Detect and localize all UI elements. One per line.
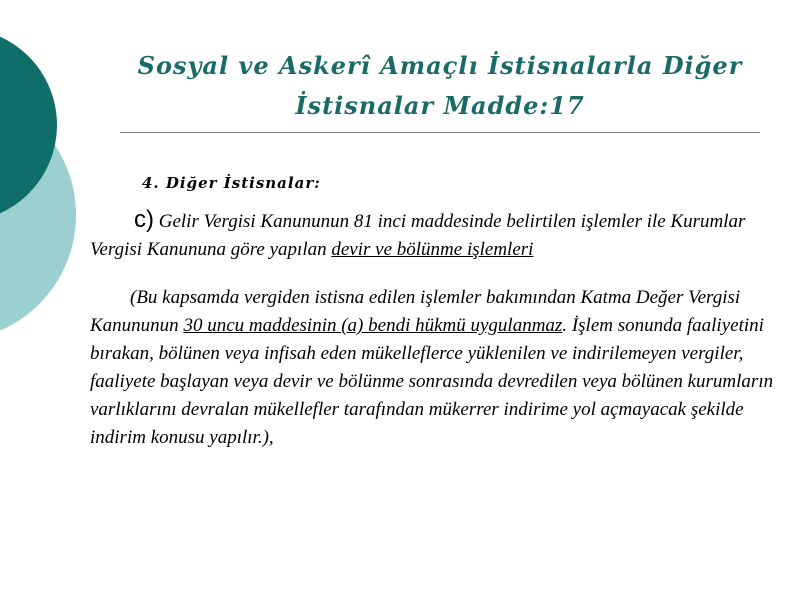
slide-title (120, 46, 760, 126)
paragraph-c (90, 206, 790, 264)
decorative-circles (0, 0, 120, 330)
section-subheading: 4. Diğer İstisnalar: (142, 174, 321, 192)
paragraph-2-underlined: 30 uncu maddesinin (a) bendi hükmü uygulanmaz (183, 315, 563, 336)
title-divider (120, 132, 760, 133)
title-line-2: İstisnalar Madde:17 (295, 91, 585, 120)
paragraph-2-text-b: . İşlem sonunda faaliyetini bırakan, bölünen veya infisah eden mükelleflerce yüklenilen ve indirilemeyen vergiler, faaliyete başlayan veya devir ve bölünme sonrasında devredilen veya bölünen kurumların varlıklarını devralan mükellefler tarafından mükerrer indirime yol açmayacak şekilde indirim konusu yapılır.), (90, 315, 774, 448)
paragraph-c-text: Gelir Vergisi Kanununun 81 inci maddesinde belirtilen işlemler ile Kurumlar Vergisi Kanununa göre yapılan (90, 211, 746, 260)
list-marker: c) (134, 206, 154, 233)
paragraph-2-text-a: (Bu kapsamda vergiden istisna edilen işlemler bakımından Katma Değer Vergisi Kanununun (90, 287, 741, 336)
paragraph-c-underlined: devir ve bölünme işlemleri (331, 239, 534, 260)
paragraph-parenthetical (90, 284, 790, 452)
title-line-1: Sosyal ve Askerî Amaçlı İstisnalarla Diğer (137, 51, 743, 80)
